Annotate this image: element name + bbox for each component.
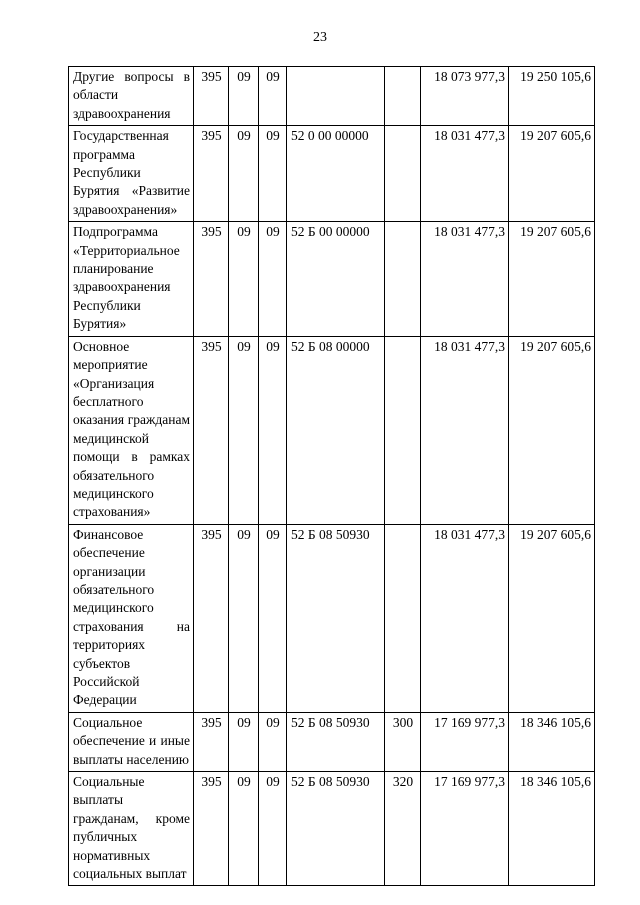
cell-amount-year1: 18 031 477,3 bbox=[421, 126, 509, 222]
cell-expense-type-code bbox=[385, 67, 421, 126]
cell-amount-year2: 19 207 605,6 bbox=[509, 524, 595, 712]
cell-amount-year2: 18 346 105,6 bbox=[509, 712, 595, 771]
cell-target-article-code: 52 Б 08 00000 bbox=[287, 336, 385, 524]
cell-target-article-code: 52 Б 08 50930 bbox=[287, 712, 385, 771]
table-row bbox=[69, 126, 595, 222]
cell-expense-type-code: 320 bbox=[385, 772, 421, 886]
cell-name: Государственная программа Республики Бурятия «Развитие здравоохранения» bbox=[69, 126, 194, 222]
cell-target-article-code bbox=[287, 67, 385, 126]
cell-amount-year1: 18 031 477,3 bbox=[421, 222, 509, 336]
cell-section-code: 09 bbox=[229, 67, 259, 126]
cell-section-code: 09 bbox=[229, 712, 259, 771]
table-body bbox=[69, 67, 595, 886]
cell-grbs-code: 395 bbox=[194, 126, 229, 222]
cell-grbs-code: 395 bbox=[194, 712, 229, 771]
cell-subsection-code: 09 bbox=[259, 126, 287, 222]
cell-grbs-code: 395 bbox=[194, 524, 229, 712]
cell-amount-year2: 18 346 105,6 bbox=[509, 772, 595, 886]
cell-name: Другие вопросы в области здравоохранения bbox=[69, 67, 194, 126]
cell-subsection-code: 09 bbox=[259, 524, 287, 712]
cell-name: Основное мероприятие «Организация бесплатного оказания гражданам медицинской помощи в рамках обязательного медицинского страхования» bbox=[69, 336, 194, 524]
cell-grbs-code: 395 bbox=[194, 67, 229, 126]
cell-expense-type-code bbox=[385, 336, 421, 524]
cell-section-code: 09 bbox=[229, 222, 259, 336]
cell-amount-year1: 17 169 977,3 bbox=[421, 772, 509, 886]
budget-table bbox=[68, 66, 595, 886]
cell-subsection-code: 09 bbox=[259, 67, 287, 126]
cell-amount-year1: 18 031 477,3 bbox=[421, 336, 509, 524]
table-row bbox=[69, 336, 595, 524]
cell-target-article-code: 52 Б 08 50930 bbox=[287, 772, 385, 886]
cell-target-article-code: 52 Б 00 00000 bbox=[287, 222, 385, 336]
cell-section-code: 09 bbox=[229, 126, 259, 222]
cell-amount-year1: 18 031 477,3 bbox=[421, 524, 509, 712]
table-row bbox=[69, 222, 595, 336]
cell-expense-type-code bbox=[385, 222, 421, 336]
cell-subsection-code: 09 bbox=[259, 712, 287, 771]
cell-subsection-code: 09 bbox=[259, 772, 287, 886]
cell-subsection-code: 09 bbox=[259, 336, 287, 524]
page-number: 23 bbox=[313, 30, 327, 45]
cell-name: Подпрограмма «Территориальное планирование здравоохранения Республики Бурятия» bbox=[69, 222, 194, 336]
cell-target-article-code: 52 Б 08 50930 bbox=[287, 524, 385, 712]
table-row bbox=[69, 524, 595, 712]
cell-amount-year1: 18 073 977,3 bbox=[421, 67, 509, 126]
cell-target-article-code: 52 0 00 00000 bbox=[287, 126, 385, 222]
cell-section-code: 09 bbox=[229, 772, 259, 886]
cell-amount-year2: 19 250 105,6 bbox=[509, 67, 595, 126]
cell-grbs-code: 395 bbox=[194, 336, 229, 524]
cell-section-code: 09 bbox=[229, 524, 259, 712]
cell-amount-year2: 19 207 605,6 bbox=[509, 222, 595, 336]
cell-name: Социальное обеспечение и иные выплаты населению bbox=[69, 712, 194, 771]
cell-section-code: 09 bbox=[229, 336, 259, 524]
cell-expense-type-code bbox=[385, 126, 421, 222]
cell-expense-type-code bbox=[385, 524, 421, 712]
cell-grbs-code: 395 bbox=[194, 222, 229, 336]
cell-name: Социальные выплаты гражданам, кроме публичных нормативных социальных выплат bbox=[69, 772, 194, 886]
table-row bbox=[69, 712, 595, 771]
cell-expense-type-code: 300 bbox=[385, 712, 421, 771]
cell-subsection-code: 09 bbox=[259, 222, 287, 336]
cell-grbs-code: 395 bbox=[194, 772, 229, 886]
table-row bbox=[69, 772, 595, 886]
table-row bbox=[69, 67, 595, 126]
cell-amount-year1: 17 169 977,3 bbox=[421, 712, 509, 771]
cell-name: Финансовое обеспечение организации обязательного медицинского страхования на территориях субъектов Российской Федерации bbox=[69, 524, 194, 712]
cell-amount-year2: 19 207 605,6 bbox=[509, 336, 595, 524]
cell-amount-year2: 19 207 605,6 bbox=[509, 126, 595, 222]
